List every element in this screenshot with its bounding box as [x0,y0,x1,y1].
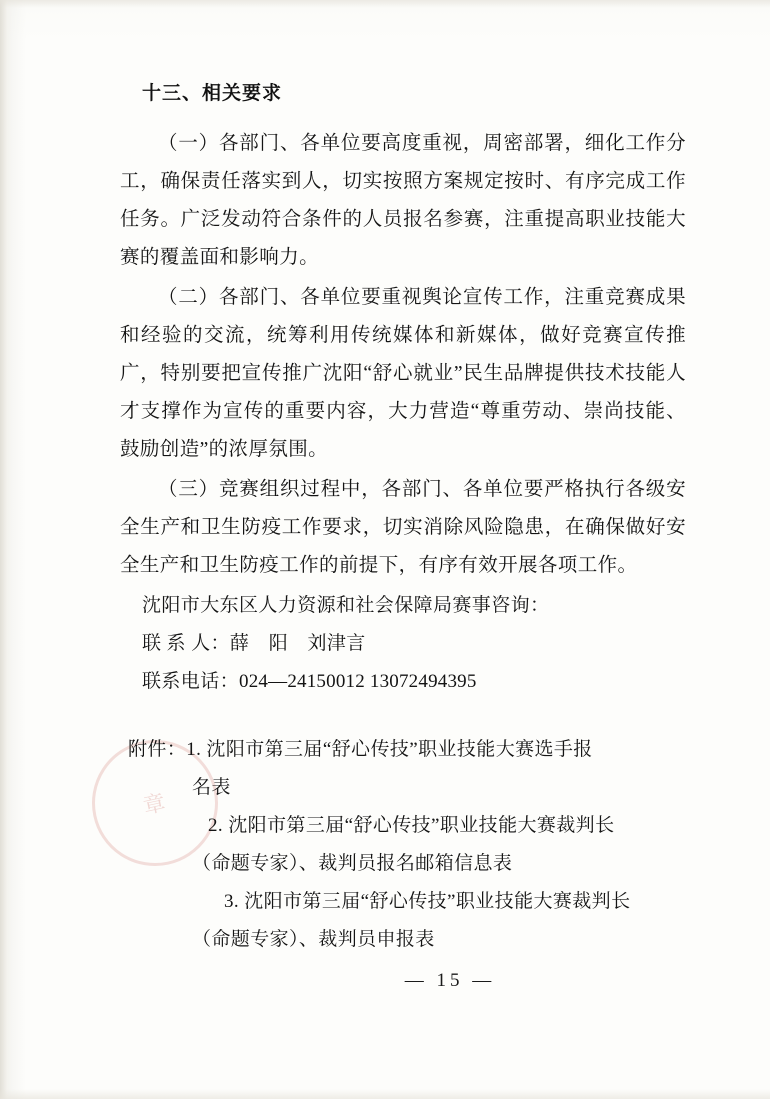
contact-phone-numbers: 024—24150012 13072494395 [239,671,477,692]
attachment-2-text-line-1: 沈阳市第三届“舒心传技”职业技能大赛裁判长 [228,815,615,836]
paragraph-three: （三）竞赛组织过程中，各部门、各单位要严格执行各级安全生产和卫生防疫工作要求，切实消除风险隐患，在确保做好安全生产和卫生防疫工作的前提下，有序有效开展各项工作。 [120,479,686,576]
contact-person-label: 联 系 人： [142,633,230,654]
attachment-3-number: 3. [224,891,240,912]
paragraph-two: （二）各部门、各单位要重视舆论宣传工作，注重竞赛成果和经验的交流，统筹利用传统媒体和新媒体，做好竞赛宣传推广，特别要把宣传推广沈阳“舒心就业”民生品牌提供技术技能人才支撑作为宣传的重要内容，大力营造“尊重劳动、崇尚技能、鼓励创造”的浓厚氛围。 [120,287,686,460]
attachment-item-1-line-1 [128,731,686,769]
page-number: — 15 — [404,970,496,991]
attachment-2-number: 2. [208,815,224,836]
contact-phone-label: 联系电话： [142,671,240,692]
contact-organization: 沈阳市大东区人力资源和社会保障局赛事咨询： [142,595,550,616]
section-heading: 十三、相关要求 [142,83,283,104]
attachment-item-2-line-1 [208,807,686,845]
attachment-item-1-line-2: 名表 [192,777,231,798]
attachment-list [120,731,686,959]
contact-phone-line [142,663,686,701]
attachment-3-text-line-1: 沈阳市第三届“舒心传技”职业技能大赛裁判长 [244,891,631,912]
paper-edge-top [0,0,770,8]
attachment-item-3-line-2: （命题专家）、裁判员申报表 [192,929,435,950]
paper-edge-left [0,0,12,1099]
contact-person-line [142,625,686,663]
contact-person-names: 薛 阳 刘津言 [229,633,366,654]
attachment-item-3-line-1 [224,883,686,921]
document-body [120,78,686,959]
attachment-item-2-line-2: （命题专家）、裁判员报名邮箱信息表 [192,853,513,874]
attachment-label: 附件： [128,739,187,760]
contact-block [142,587,686,701]
paragraph-one: （一）各部门、各单位要高度重视，周密部署，细化工作分工，确保责任落实到人，切实按照方案规定按时、有序完成工作任务。广泛发动符合条件的人员报名参赛，注重提高职业技能大赛的覆盖面和影响力。 [120,133,686,268]
attachment-1-text-line-1: 沈阳市第三届“舒心传技”职业技能大赛选手报 [206,739,593,760]
paper-edge-bottom [0,1089,770,1099]
attachment-1-number: 1. [186,739,202,760]
seal-text: 章 [140,789,170,819]
